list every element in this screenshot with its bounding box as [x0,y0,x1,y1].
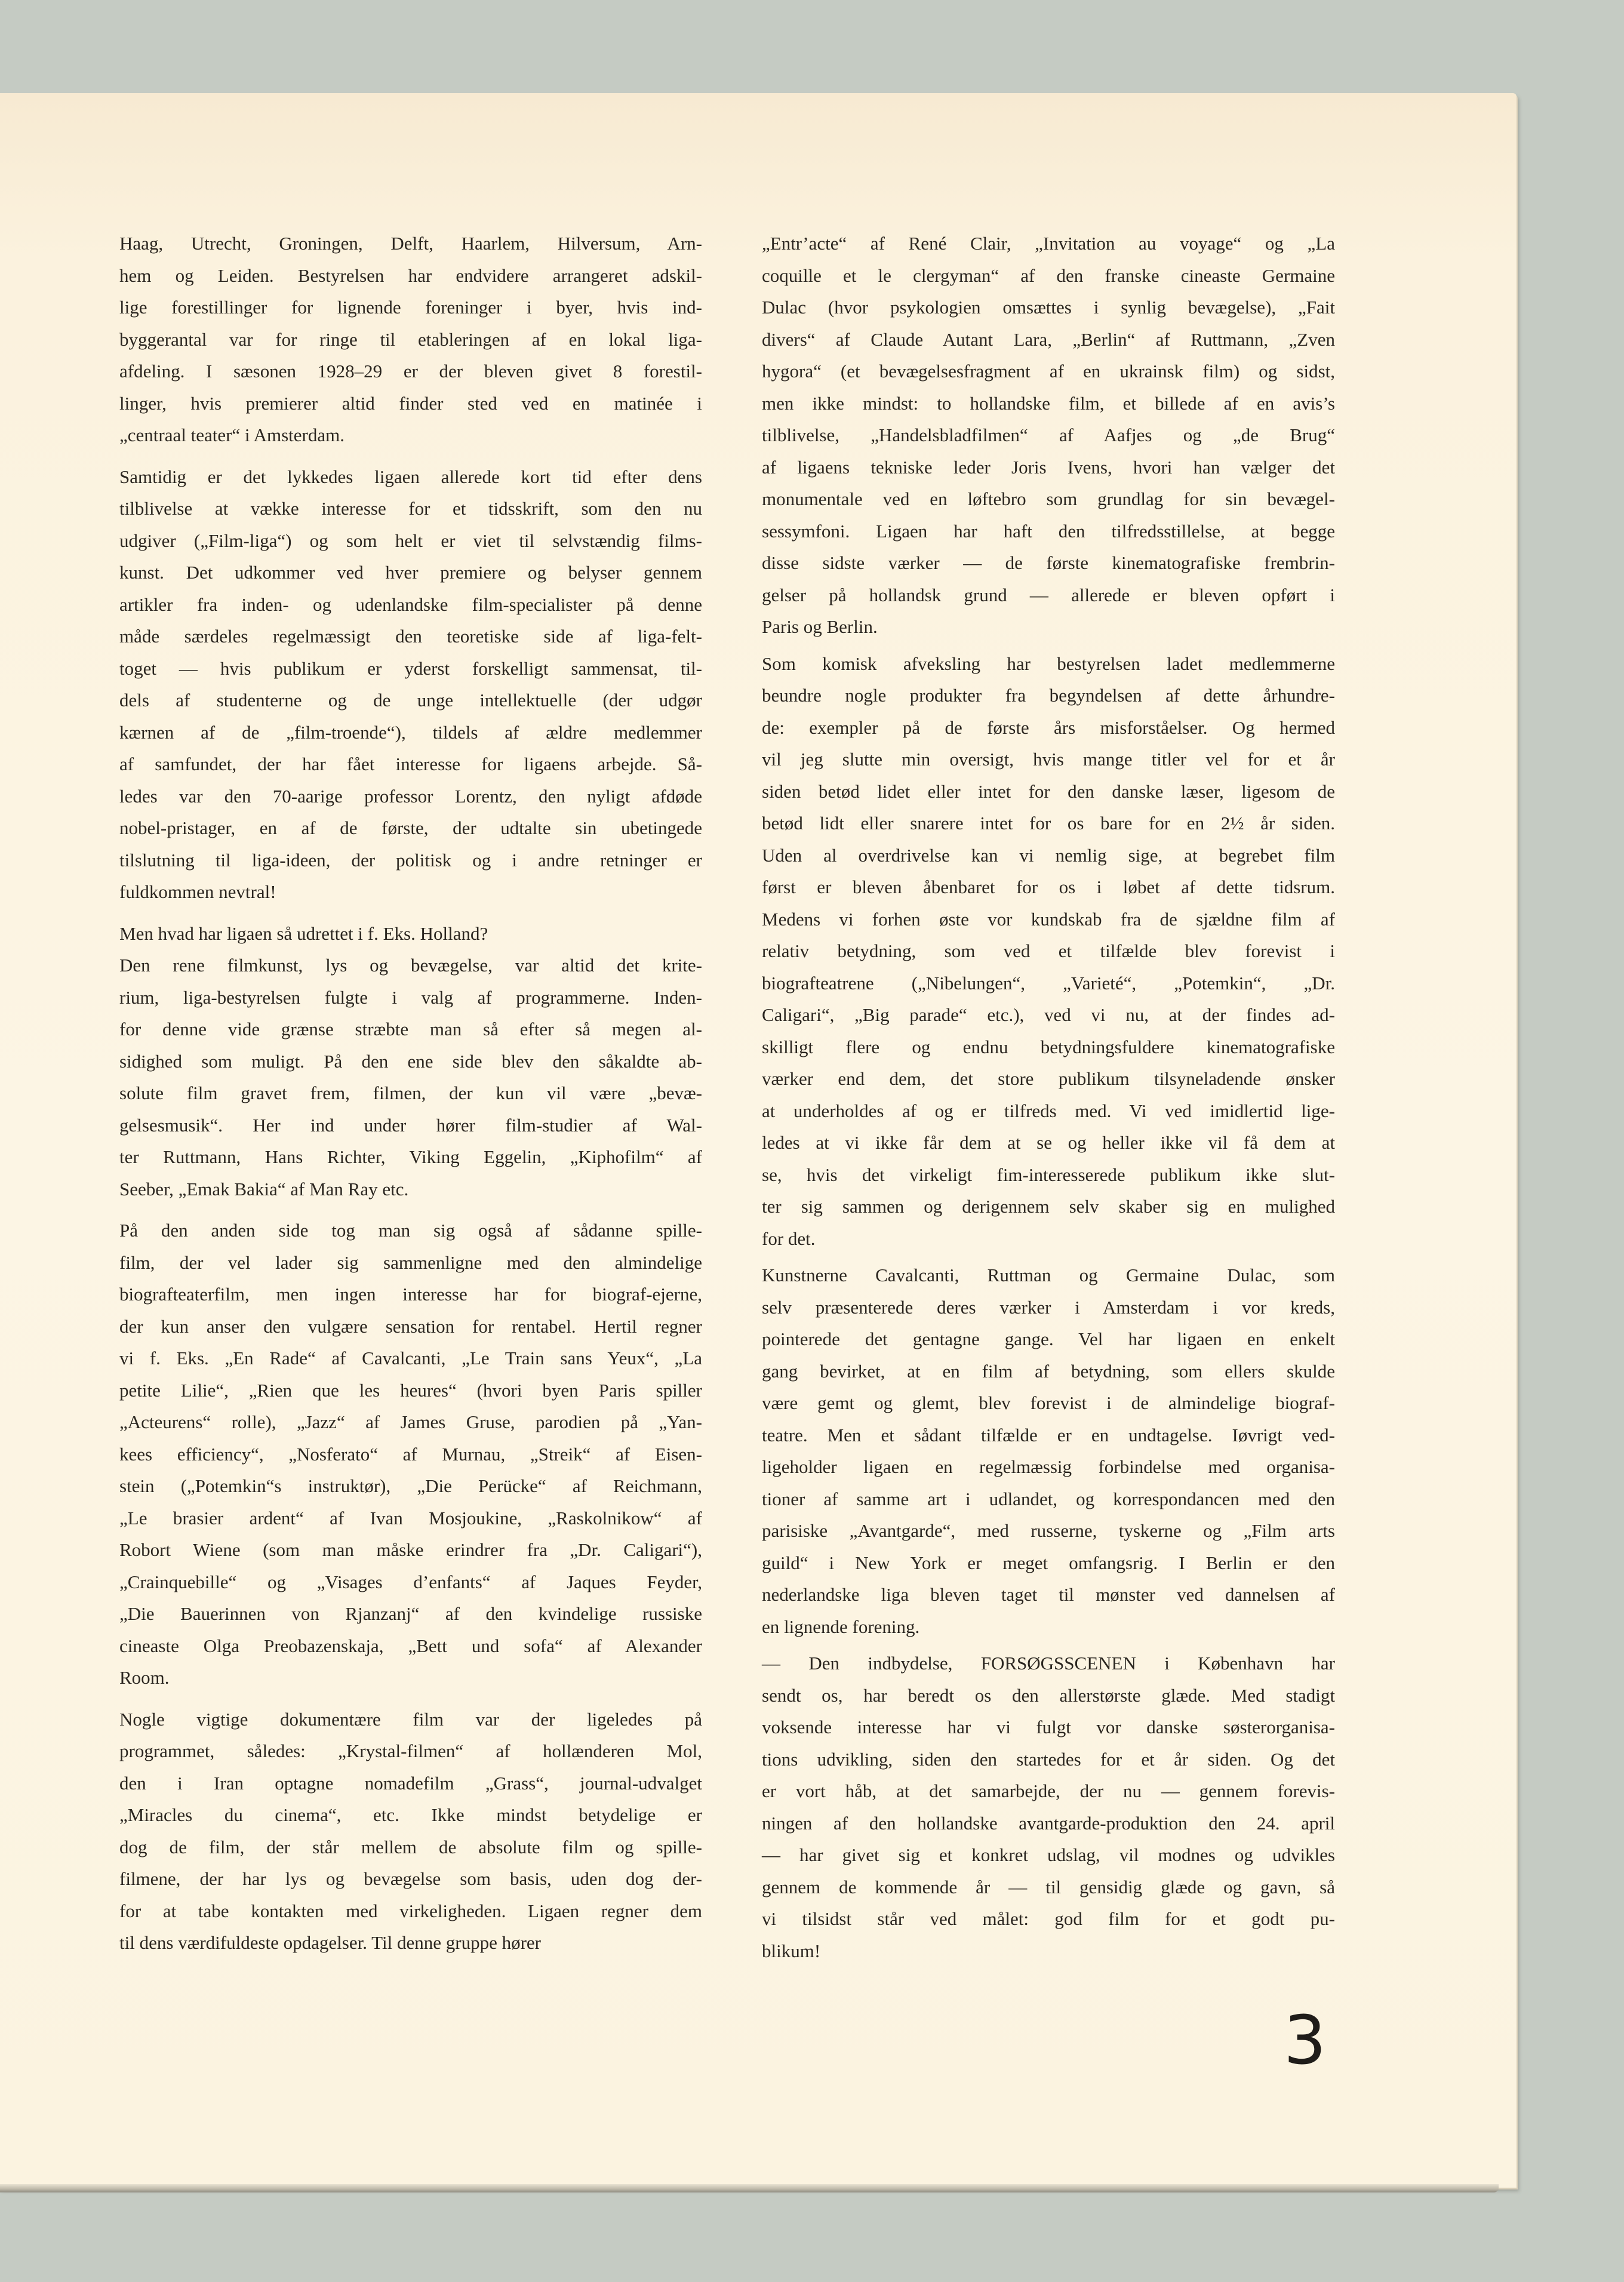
text-line: „Acteurens“ rolle), „Jazz“ af James Gruse, parodien på „Yan- [119,1411,702,1432]
text-line: nederlandske liga bleven taget til mønster ved dannelsen af [762,1584,1335,1605]
text-line: „Die Bauerinnen von Rjanzanj“ af den kvindelige russiske [119,1603,702,1624]
text-line: ligeholder ligaen en regelmæssig forbindelse med organisa- [762,1456,1335,1477]
text-line: værker end dem, det store publikum tilsyneladende ønsker [762,1068,1335,1089]
text-line: lige forestillinger for lignende foreninger i byer, hvis ind- [119,297,702,318]
text-line: — Den indbydelse, FORSØGSSCENEN i København har [762,1653,1335,1674]
text-line: dels af studenterne og de unge intellektuelle (der udgør [119,690,702,711]
text-line: tioner af samme art i udlandet, og korrespondancen med den [762,1488,1335,1509]
text-line: Samtidig er det lykkedes ligaen allerede kort tid efter dens [119,466,702,487]
text-line: Robort Wiene (som man måske erindrer fra „Dr. Caligari“), [119,1539,702,1560]
text-line: blikum! [762,1940,821,1961]
text-line: stein („Potemkin“s instruktør), „Die Perücke“ af Reichmann, [119,1475,702,1496]
paragraph [119,461,702,908]
page-number: 3 [1284,2002,1327,2080]
text-line: for at tabe kontakten med virkeligheden. Ligaen regner dem [119,1900,702,1921]
text-line: solute film gravet frem, filmen, der kun vil være „bevæ- [119,1082,702,1103]
text-line: ningen af den hollandske avantgarde-produktion den 24. april [762,1812,1335,1834]
text-line: for denne vide grænse stræbte man så efter så megen al- [119,1019,702,1039]
paragraph [762,1647,1335,1967]
text-line: ledes at vi ikke får dem at se og heller ikke vil få dem at [762,1132,1335,1153]
paragraph [119,227,702,451]
text-line: tilblivelse at vække interesse for et tidsskrift, som den nu [119,498,702,519]
text-line: biografteaterfilm, men ingen interesse har for biograf-ejerne, [119,1284,702,1305]
text-line: „Miracles du cinema“, etc. Ikke mindst betydelige er [119,1804,702,1825]
text-line: der kun anser den vulgære sensation for rentabel. Hertil regner [119,1315,702,1337]
text-line: teatre. Men et sådant tilfælde er en undtagelse. Iøvrigt ved- [762,1424,1335,1446]
text-line: Caligari“, „Big parade“ etc.), ved vi nu, at der findes ad- [762,1004,1335,1025]
text-line: af samfundet, der har fået interesse for ligaens arbejde. Så- [119,754,702,774]
text-line: Haag, Utrecht, Groningen, Delft, Haarlem, Hilversum, Arn- [119,233,702,254]
text-line: kees efficiency“, „Nosferato“ af Murnau, „Streik“ af Eisen- [119,1443,702,1465]
text-line: sidighed som muligt. På den ene side blev den såkaldte ab- [119,1050,702,1072]
text-line: Paris og Berlin. [762,616,878,637]
text-line: byggerantal var for ringe til etableringen af en lokal liga- [119,328,702,350]
text-line: Som komisk afveksling har bestyrelsen ladet medlemmerne [762,653,1335,674]
paragraph [119,949,702,1205]
text-line: gang bevirket, at en film af betydning, som ellers skulde [762,1360,1335,1382]
text-line: divers“ af Claude Autant Lara, „Berlin“ af Ruttmann, „Zven [762,328,1335,350]
text-line: de: exempler på de første års misforståelser. Og hermed [762,716,1335,738]
text-line: Den rene filmkunst, lys og bevægelse, var altid det krite- [119,955,702,976]
text-line: udgiver („Film-liga“) og som helt er viet til selvstændig films- [119,530,702,551]
text-line: „centraal teater“ i Amsterdam. [119,425,345,445]
text-line: „Entr’acte“ af René Clair, „Invitation au voyage“ og „La [762,233,1335,254]
text-line: film, der vel lader sig sammenligne med den almindelige [119,1251,702,1273]
text-line: ter sig sammen og derigennem selv skaber sig en mulighed [762,1196,1335,1217]
text-line: selv præsenterede deres værker i Amsterdam i vor kreds, [762,1296,1335,1318]
text-line: artikler fra inden- og udenlandske film-specialister på denne [119,593,702,615]
text-line: at underholdes af og er tilfreds med. Vi ved imidlertid lige- [762,1100,1335,1121]
text-line: være gemt og glemt, blev forevist i de almindelige biograf- [762,1392,1335,1413]
text-line: ter Ruttmann, Hans Richter, Viking Eggelin, „Kiphofilm“ af [119,1146,702,1167]
text-line: først er bleven åbenbaret for os i løbet af dette tidsrum. [762,876,1335,897]
text-line: den i Iran optagne nomadefilm „Grass“, journal-udvalget [119,1772,702,1794]
paragraph [762,1259,1335,1643]
paragraph [119,1214,702,1694]
text-line: vi f. Eks. „En Rade“ af Cavalcanti, „Le Train sans Yeux“, „La [119,1348,702,1368]
text-line: programmet, således: „Krystal-filmen“ af hollænderen Mol, [119,1740,702,1761]
text-line: Dulac (hvor psykologien omsættes i synlig bevægelse), „Fait [762,297,1335,318]
text-line: biografteatrene („Nibelungen“, „Varieté“, „Potemkin“, „Dr. [762,972,1335,994]
text-line: filmene, der har lys og bevægelse som basis, uden dog der- [119,1868,702,1889]
text-line: gelsesmusik“. Her ind under hører film-studier af Wal- [119,1114,702,1136]
text-line: relativ betydning, som ved et tilfælde blev forevist i [762,940,1335,961]
text-line: guild“ i New York er meget omfangsrig. I Berlin er den [762,1552,1335,1573]
text-line: — har givet sig et konkret udslag, vil modnes og udvikles [762,1844,1335,1865]
text-line: beundre nogle produkter fra begyndelsen af dette århundre- [762,685,1335,706]
text-line: ledes var den 70-aarige professor Lorentz, den nyligt afdøde [119,785,702,807]
text-line: men ikke mindst: to hollandske film, et billede af en avis’s [762,392,1335,414]
text-line: fuldkommen nevtral! [119,881,276,902]
left-text-column [119,227,702,1959]
text-line: sessymfoni. Ligaen har haft den tilfredsstillelse, at begge [762,520,1335,542]
text-line: disse sidste værker — de første kinematografiske frembrin- [762,552,1335,573]
paragraph [119,1703,702,1959]
paragraph [119,918,702,950]
page-bottom-edge [0,2184,1499,2192]
text-line: vi tilsidst står ved målet: god film for et godt pu- [762,1908,1335,1929]
text-line: dog de film, der står mellem de absolute film og spille- [119,1836,702,1857]
text-line: skilligt flere og endnu betydningsfuldere kinematografiske [762,1036,1335,1057]
text-line: „Le brasier ardent“ af Ivan Mosjoukine, „Raskolnikow“ af [119,1507,702,1528]
text-line: tions udvikling, siden den startedes for et år siden. Og det [762,1748,1335,1770]
text-line: gelser på hollandsk grund — allerede er bleven opført i [762,584,1335,605]
text-line: Uden al overdrivelse kan vi nemlig sige, at begrebet film [762,844,1335,866]
text-line: pointerede det gentagne gange. Vel har ligaen en enkelt [762,1328,1335,1349]
text-line: linger, hvis premierer altid finder sted ved en matinée i [119,392,702,414]
text-line: for det. [762,1228,816,1249]
text-line: se, hvis det virkeligt fim-interesserede publikum ikke slut- [762,1164,1335,1185]
text-line: cineaste Olga Preobazenskaja, „Bett und sofa“ af Alexander [119,1635,702,1656]
text-line: afdeling. I sæsonen 1928–29 er der bleven givet 8 forestil- [119,361,702,382]
paragraph [762,227,1335,643]
text-line: Room. [119,1667,170,1688]
text-line: petite Lilie“, „Rien que les heures“ (hvori byen Paris spiller [119,1379,702,1401]
text-line: tilslutning til liga-ideen, der politisk og i andre retninger er [119,849,702,871]
text-line: „Crainquebille“ og „Visages d’enfants“ af Jaques Feyder, [119,1571,702,1592]
text-line: nobel-pristager, en af de første, der udtalte sin ubetingede [119,817,702,838]
text-line: kunst. Det udkommer ved hver premiere og belyser gennem [119,562,702,583]
text-line: tilblivelse, „Handelsbladfilmen“ af Aafjes og „de Brug“ [762,425,1335,445]
text-line: rium, liga-bestyrelsen fulgte i valg af programmerne. Inden- [119,986,702,1008]
text-line: toget — hvis publikum er yderst forskelligt sammensat, til- [119,657,702,679]
text-line: parisiske „Avantgarde“, med russerne, tyskerne og „Film arts [762,1520,1335,1541]
text-line: voksende interesse har vi fulgt vor danske søsterorganisa- [762,1717,1335,1737]
text-line: en lignende forening. [762,1616,920,1637]
text-line: Nogle vigtige dokumentære film var der ligeledes på [119,1708,702,1730]
text-line: Kunstnerne Cavalcanti, Ruttman og Germaine Dulac, som [762,1265,1335,1285]
text-line: Medens vi forhen øste vor kundskab fra de sjældne film af [762,908,1335,930]
text-line: På den anden side tog man sig også af sådanne spille- [119,1220,702,1241]
text-line: er vort håb, at det samarbejde, der nu — gennem forevis- [762,1780,1335,1801]
text-line: måde særdeles regelmæssigt den teoretiske side af liga-felt- [119,626,702,647]
text-line: siden betød lidet eller intet for den danske læser, ligesom de [762,780,1335,802]
text-line: kærnen af de „film-troende“), tildels af ældre medlemmer [119,721,702,743]
text-line: sendt os, har beredt os den allerstørste glæde. Med stadigt [762,1684,1335,1706]
text-line: hem og Leiden. Bestyrelsen har endvidere arrangeret adskil- [119,265,702,286]
paragraph [762,648,1335,1255]
text-line: betød lidt eller snarere intet for os bare for en 2½ år siden. [762,813,1335,834]
text-line: gennem de kommende år — til gensidig glæde og gavn, så [762,1876,1335,1897]
text-line: vil jeg slutte min oversigt, hvis mange titler vel for et år [762,749,1335,770]
text-line: Men hvad har ligaen så udrettet i f. Eks. Holland? [119,922,488,944]
text-line: monumentale ved en løftebro som grundlag for sin bevægel- [762,488,1335,509]
text-line: hygora“ (et bevægelsesfragment af en ukrainsk film) og sidst, [762,361,1335,382]
text-line: Seeber, „Emak Bakia“ af Man Ray etc. [119,1178,409,1200]
right-text-column [762,227,1335,1967]
text-line: coquille et le clergyman“ af den franske cineaste Germaine [762,265,1335,286]
text-line: af ligaens tekniske leder Joris Ivens, hvori han vælger det [762,456,1335,478]
text-line: til dens værdifuldeste opdagelser. Til denne gruppe hører [119,1932,541,1953]
